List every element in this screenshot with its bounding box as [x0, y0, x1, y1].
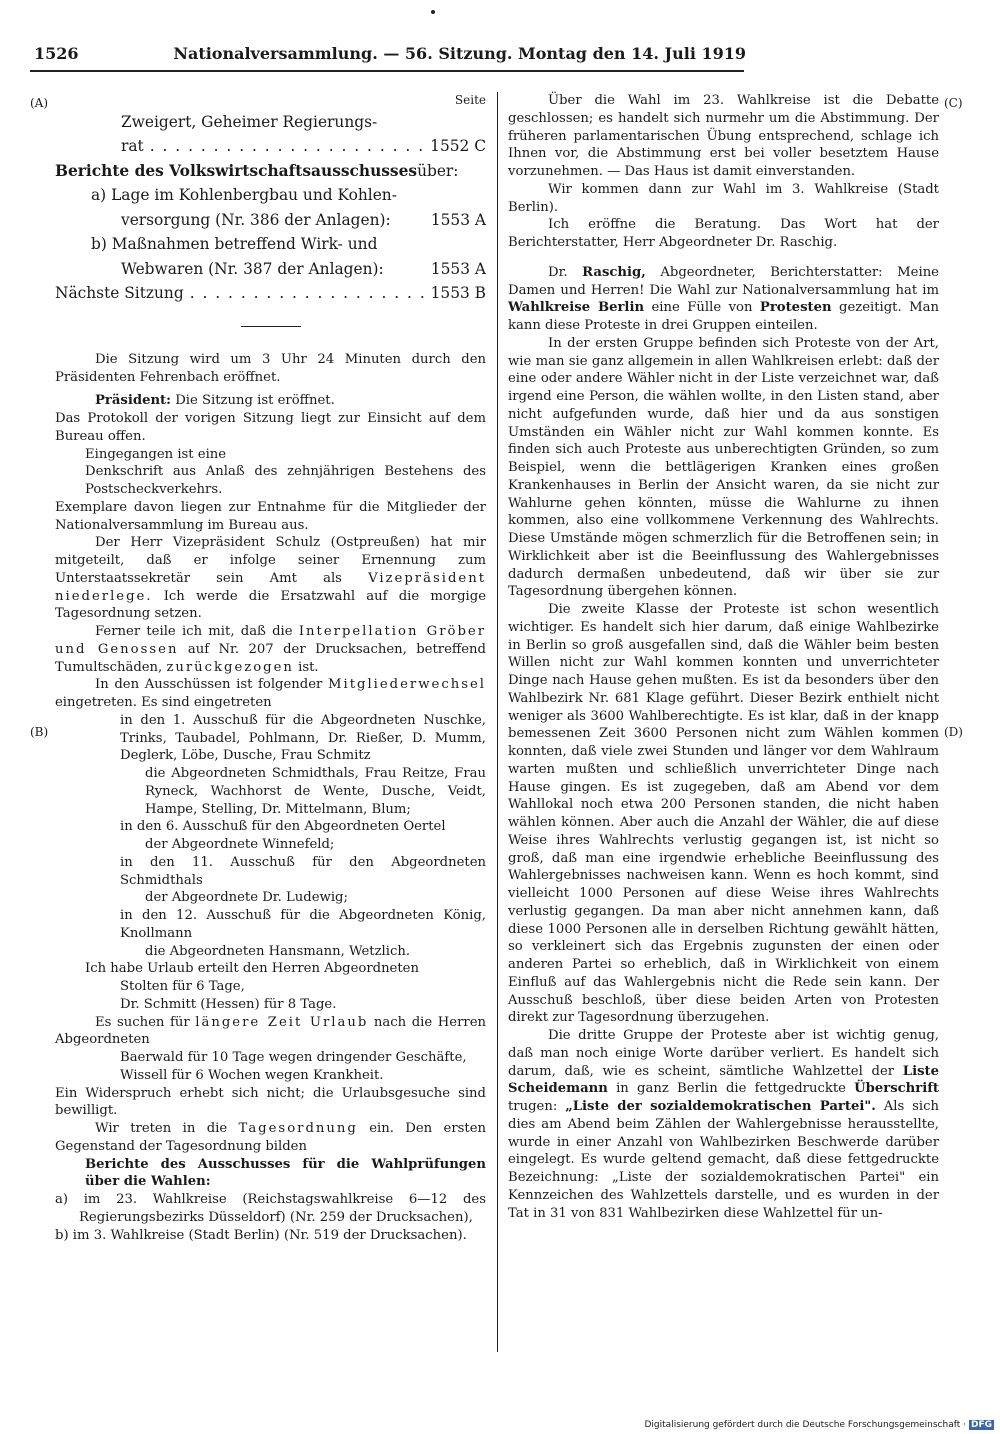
interpellation-paragraph: Ferner teile ich mit, daß die Interpellation Gröber und Genossen auf Nr. 207 der Drucksachen, betreffend Tumultschäden, zurückgezogen ist.	[55, 624, 487, 675]
wahl-item-a: a) im 23. Wahlkreise (Reichstagswahlkreise 6—12 des Regierungsbezirks Düsseldorf) (Nr. 259 der Drucksachen),	[55, 1192, 486, 1225]
ausschuesse-paragraph: In den Ausschüssen ist folgender Mitgliederwechsel eingetreten. Es sind eingetreten	[55, 677, 486, 710]
toc-leader	[150, 134, 424, 159]
page-header	[34, 44, 746, 70]
dfg-logo: DFG	[970, 1420, 992, 1430]
raschig-speech-paragraph: Dr. Raschig, Abgeordneter, Berichterstatter: Meine Damen und Herren! Die Wahl zur Nationalversammlung hat im Wahlkreise Berlin eine Fülle von Protesten gezeitigt. Man kann diese Proteste in drei Gruppen einteilen.	[508, 264, 939, 333]
eingegangen-line: Eingegangen ist eine	[85, 446, 227, 462]
erste-gruppe-paragraph: In der ersten Gruppe befinden sich Proteste von der Art, wie man sie ganz allgemein in allen Wahlkreisen erlebt: daß der eine oder andere Wähler nicht in der Liste verzeichnet war, daß irgend eine Person, die wählen wollte, in den Listen stand, aber nicht aufgefunden wurde, daß hier und da aus sonstigen Umständen ein Wähler nicht zur Wahl kommen konnte. Es finden sich auch Proteste aus unberechtigten Gründen, so zum Beispiel, wenn die bettlägerigen Kranken eines großen Krankenhauses in Berlin der Ansicht waren, da sie nicht zur Wahlurne gehen könnten, müsse die Wahlurne zu ihnen kommen, also eine vollkommene Verkennung des Wahlrechts. Diese Umstände mögen schmerzlich für die Betroffenen sein; in Wirklichkeit aber ist die Beeinflussung des Wahlergebnisses dadurch dermaßen unbedeutend, daß wir über sie zur Tagesordnung übergehen können.	[508, 335, 939, 600]
ausschuss-6-line: in den 6. Ausschuß für den Abgeordneten Oertel	[120, 819, 446, 835]
credit-text: Digitalisierung gefördert durch die Deutsche Forschungsgemeinschaft ·	[644, 1420, 966, 1430]
toc-entry-a: a) Lage im Kohlenbergbau und Kohlen-	[91, 186, 397, 205]
toc-entry-a-page: versorgung (Nr. 386 der Anlagen): 1553 A	[121, 210, 486, 229]
section-separator	[241, 326, 301, 327]
abstimmung-paragraph: Über die Wahl im 23. Wahlkreise ist die Debatte geschlossen; es handelt sich nurmehr um die Abstimmung. Der früheren parlamentarischen Übung entsprechend, schlage ich Ihnen vor, die Abstimmung erst bei voller besetztem Hause vorzunehmen. — Das Haus ist damit einverstanden.	[508, 93, 939, 179]
running-title: Nationalversammlung. — 56. Sitzung. Montag den 14. Juli 1919	[173, 44, 746, 63]
urlaub-line: Ich habe Urlaub erteilt den Herren Abgeordneten	[85, 961, 419, 977]
ausschuss-1-line: in den 1. Ausschuß für die Abgeordneten Nuschke, Trinks, Taubadel, Pohlmann, Dr. Rießer, D. Mumm, Deglerk, Löbe, Dusche, Frau Schmitz	[120, 712, 486, 764]
zweite-klasse-paragraph: Die zweite Klasse der Proteste ist schon wesentlich wichtiger. Es handelt sich hier darum, daß einige Wahlbezirke in Berlin so groß ausgefallen sind, daß die Wähler beim besten Willen nicht zur Wahl kommen konnten und unverrichteter Dinge nach Hause gehen mußten. Es ist da besonders über den Wahlbezirk Nr. 681 Klage geführt. Dieser Bezirk enthielt nicht weniger als 3600 Wahlberechtigte. Es ist klar, daß in der knapp bemessenen Zeit 3600 Personen nicht zum Wählen kommen konnten, daß viele zwei Stunden und länger vor dem Wahlraum warten mußten und schließlich unverrichteter Dinge nach Hause gingen. Es ist zugegeben, daß am Abend vor dem Wahllokal noch etwa 200 Personen standen, die nicht haben wählen können. Aber auch die Anzahl der Wähler, die auf diese Weise ihres Wahlrechts verlustig gegangen ist, ist nicht so groß, daß man eine irgendwie erhebliche Beeinflussung des Wahlergebnisses nachweisen kann. Wenn es hoch kommt, sind vielleicht 1000 Personen auf diese Weise ihres Wahlrechts verlustig gegangen. Da man aber nicht annehmen kann, daß diese 1000 Personen alle in derselben Richtung gewählt hätten, so verkleinert sich das Ergebnis zugunsten der einen oder anderen Partei so erheblich, daß in Wirklichkeit von einem Einfluß auf das Wahlergebnis nicht die Rede sein kann. Der Ausschuß beschloß, über diese beiden Arten von Protesten direkt zur Tagesordnung überzugehen.	[508, 602, 939, 1026]
widerspruch-paragraph: Ein Widerspruch erhebt sich nicht; die Urlaubsgesuche sind bewilligt.	[55, 1085, 486, 1119]
wahl-item-b: b) im 3. Wahlkreise (Stadt Berlin) (Nr. 519 der Drucksachen).	[55, 1227, 467, 1243]
vizepraesident-paragraph: Der Herr Vizepräsident Schulz (Ostpreußen) hat mir mitgeteilt, daß er infolge seiner Ernennung zum Unterstaatssekretär sein Amt als Vizepräsident niederlege. Ich werde die Ersatzwahl auf die morgige Tagesordnung setzen.	[55, 535, 486, 622]
ausschuss-12-members: die Abgeordneten Hansmann, Wetzlich.	[145, 943, 411, 959]
digitization-credit	[645, 1420, 995, 1430]
urlaub-schmitt: Dr. Schmitt (Hessen) für 8 Tage.	[120, 996, 337, 1012]
margin-mark-a: (A)	[30, 96, 49, 110]
toc-entry-zweigert: Zweigert, Geheimer Regierungs-	[121, 112, 378, 131]
toc-leader	[190, 281, 425, 306]
margin-mark-c: (C)	[944, 96, 963, 110]
page-top-dot	[431, 10, 435, 14]
toc-next-session: Nächste Sitzung . . . 1553 B	[55, 281, 486, 306]
beratung-paragraph: Ich eröffne die Beratung. Das Wort hat der Berichterstatter, Herr Abgeordneter Dr. Raschig.	[508, 217, 939, 250]
protokoll-paragraph: Das Protokoll der vorigen Sitzung liegt zur Einsicht auf dem Bureau offen.	[55, 411, 486, 444]
berichte-wahlpruefung-heading: Berichte des Ausschusses für die Wahlprüfungen über die Wahlen:	[85, 1156, 486, 1190]
dritte-gruppe-paragraph: Die dritte Gruppe der Proteste aber ist wichtig genug, daß man noch einige Worte darüber verliert. Es handelt sich darum, daß, wie es scheint, sämtliche Wahlzettel der Liste Scheidemann in ganz Berlin die fettgedruckte Überschrift trugen: „Liste der sozialdemokratischen Partei". Als sich dies am Abend beim Zählen der Wahlergebnisse herausstellte, wurde in einer Anzahl von Wahlbezirken Beschwerde darüber eingelegt. Es wurde geltend gemacht, daß diese fettgedruckte Bezeichnung: „Liste der sozialdemokratischen Partei" ein Kennzeichen des Wahlzettels darstelle, und es wurden in der Tat in 31 von 831 Wahlbezirken diese Wahlzettel für un-	[508, 1028, 939, 1221]
seite-label: Seite	[454, 93, 486, 107]
margin-mark-b: (B)	[30, 725, 49, 739]
toc-entry-b-page: Webwaren (Nr. 387 der Anlagen): 1553 A	[121, 259, 486, 278]
ausschuss-12-line: in den 12. Ausschuß für die Abgeordneten König, Knollmann	[120, 908, 486, 941]
wahl-berlin-paragraph: Wir kommen dann zur Wahl im 3. Wahlkreise (Stadt Berlin).	[508, 181, 939, 215]
laengerer-urlaub-paragraph: Es suchen für längere Zeit Urlaub nach die Herren Abgeordneten	[55, 1014, 486, 1048]
urlaub-wissell: Wissell für 6 Wochen wegen Krankheit.	[120, 1067, 384, 1083]
toc-berichte-heading: Berichte des Volkswirtschaftsausschusses über:	[55, 161, 459, 180]
ausschuss-6-members: der Abgeordnete Winnefeld;	[145, 837, 335, 852]
tagesordnung-paragraph: Wir treten in die Tagesordnung ein. Den ersten Gegenstand der Tagesordnung bilden	[55, 1121, 486, 1154]
president-paragraph: Präsident: Die Sitzung ist eröffnet.	[95, 393, 335, 409]
toc-entry-b: b) Maßnahmen betreffend Wirk- und	[91, 235, 378, 254]
left-column	[55, 92, 486, 1244]
ausschuss-1-members: die Abgeordneten Schmidthals, Frau Reitze, Frau Ryneck, Wachhorst de Wente, Dusche, Veidt, Hampe, Stelling, Dr. Mittelmann, Blum;	[145, 766, 486, 817]
page-number: 1526	[34, 44, 79, 63]
ausschuss-11-line: in den 11. Ausschuß für den Abgeordneten Schmidthals	[120, 854, 486, 888]
margin-mark-d: (D)	[944, 725, 963, 739]
header-rule	[30, 70, 744, 72]
column-rule	[497, 92, 498, 1352]
urlaub-baerwald: Baerwald für 10 Tage wegen dringender Geschäfte,	[120, 1050, 467, 1065]
opening-paragraph: Die Sitzung wird um 3 Uhr 24 Minuten durch den Präsidenten Fehrenbach eröffnet.	[55, 351, 486, 385]
toc-entry-zweigert-page: rat . . . 1552 C	[55, 134, 486, 159]
ausschuss-11-members: der Abgeordnete Dr. Ludewig;	[145, 890, 348, 906]
urlaub-stolten: Stolten für 6 Tage,	[120, 979, 245, 994]
table-of-contents	[55, 110, 486, 306]
exemplare-paragraph: Exemplare davon liegen zur Entnahme für die Mitglieder der Nationalversammlung im Bureau aus.	[55, 499, 486, 533]
right-column	[508, 92, 939, 1222]
denkschrift-line: Denkschrift aus Anlaß des zehnjährigen Bestehens des Postscheckverkehrs.	[85, 464, 486, 497]
